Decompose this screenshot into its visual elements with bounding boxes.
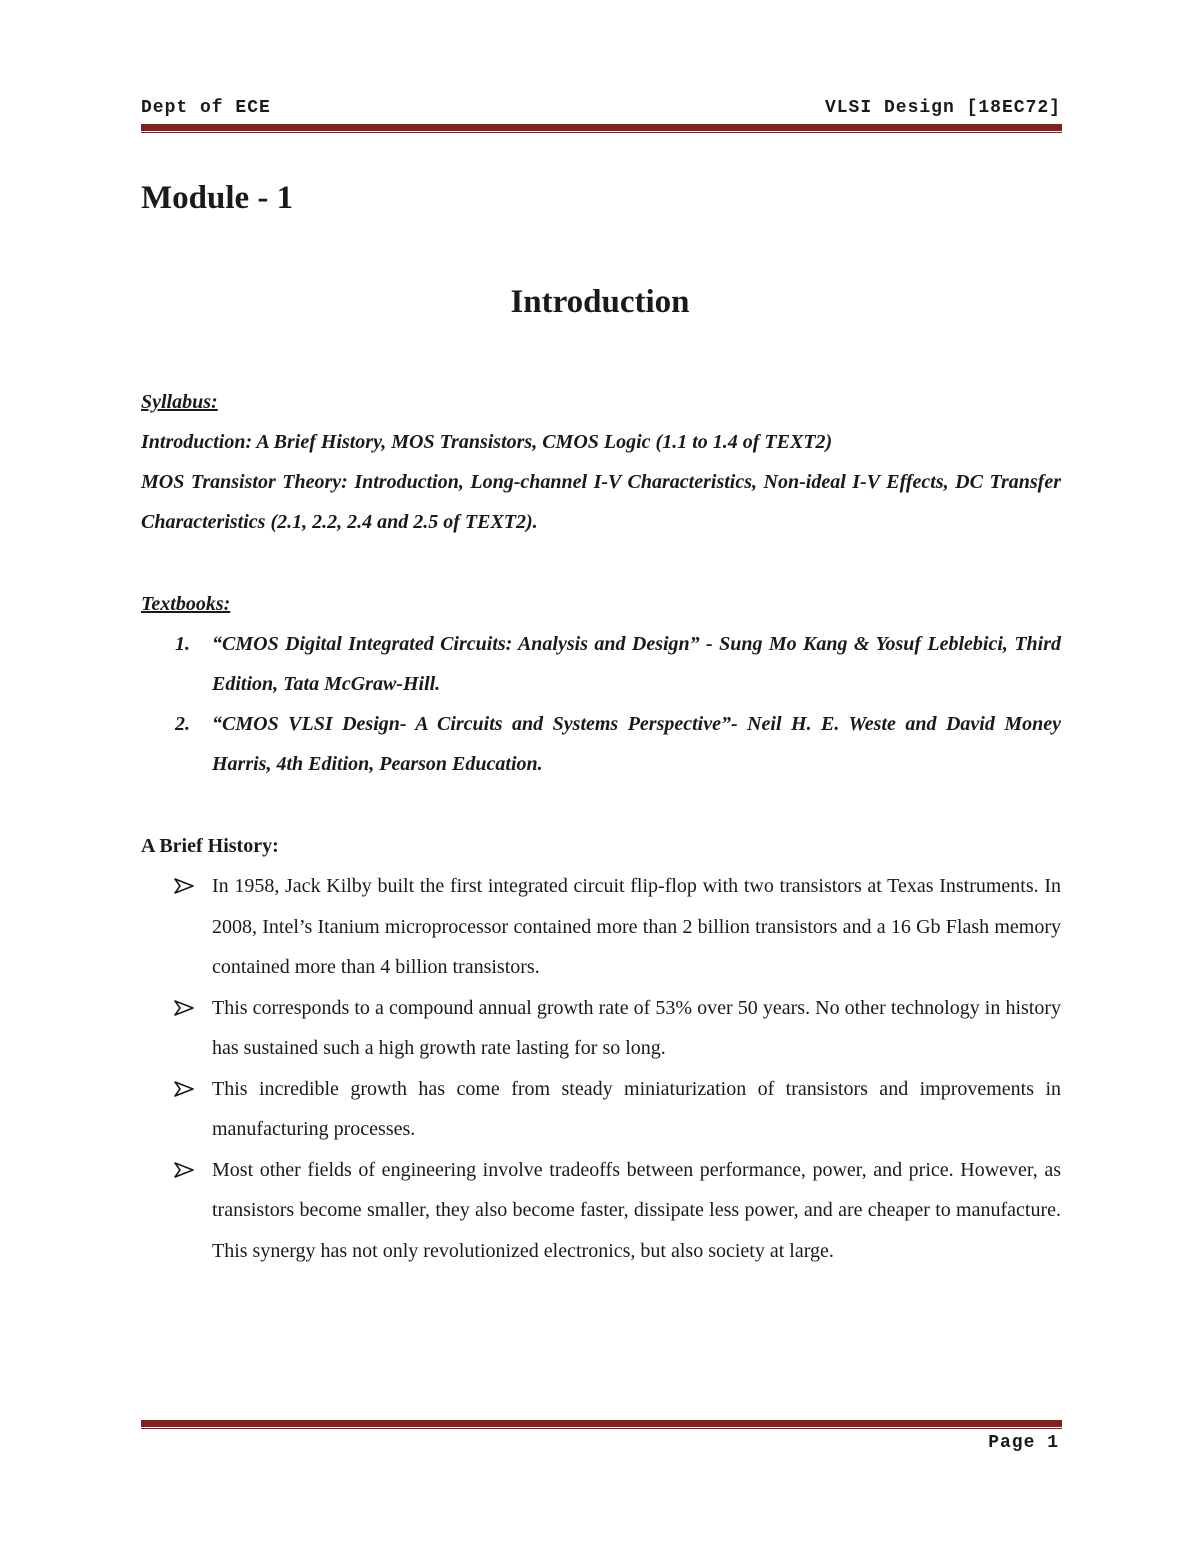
- history-heading: A Brief History:: [141, 835, 279, 857]
- page-number: Page 1: [988, 1433, 1059, 1453]
- syllabus-line: MOS Transistor Theory: Introduction, Long-channel I-V Characteristics, Non-ideal I-V Effects, DC Transfer Characteristics (2.1, 2.2, 2.4 and 2.5 of TEXT2).: [141, 471, 1061, 533]
- textbook-item: [141, 704, 1061, 784]
- syllabus-line: Introduction: A Brief History, MOS Transistors, CMOS Logic (1.1 to 1.4 of TEXT2): [141, 431, 833, 453]
- textbook-text: “CMOS VLSI Design- A Circuits and Systems Perspective”- Neil H. E. Weste and David Money Harris, 4th Edition, Pearson Education.: [212, 713, 1061, 775]
- footer-rule: [141, 1420, 1062, 1427]
- history-list: [141, 866, 1061, 1271]
- header-department: Dept of ECE: [141, 98, 271, 118]
- history-item: [141, 866, 1061, 988]
- arrowhead-bullet-icon: [174, 1162, 194, 1178]
- module-title: Module - 1: [141, 180, 294, 216]
- textbook-item: [141, 624, 1061, 704]
- header-course: VLSI Design [18EC72]: [824, 98, 1061, 118]
- arrowhead-bullet-icon: [174, 1000, 194, 1016]
- syllabus-label: Syllabus:: [141, 391, 218, 413]
- history-item: [141, 1069, 1061, 1150]
- textbook-number: 2.: [175, 713, 190, 735]
- history-item: [141, 1150, 1061, 1272]
- page-header: [141, 98, 1061, 124]
- section-title: Introduction: [510, 284, 690, 320]
- arrowhead-bullet-icon: [174, 878, 194, 894]
- textbook-text: “CMOS Digital Integrated Circuits: Analysis and Design” - Sung Mo Kang & Yosuf Leblebici, Third Edition, Tata McGraw-Hill.: [212, 633, 1061, 695]
- textbook-number: 1.: [175, 633, 190, 655]
- history-item: [141, 988, 1061, 1069]
- arrowhead-bullet-icon: [174, 1081, 194, 1097]
- textbooks-list: [141, 624, 1061, 784]
- history-section: [141, 826, 1061, 1271]
- history-text: In 1958, Jack Kilby built the first integrated circuit flip-flop with two transistors at Texas Instruments. In 2008, Intel’s Itanium microprocessor contained more than 2 billion transistors and a 16 Gb Flash memory contained more than 4 billion transistors.: [212, 875, 1061, 978]
- history-text: Most other fields of engineering involve tradeoffs between performance, power, and price. However, as transistors become smaller, they also become faster, dissipate less power, and are cheaper to manufacture. This synergy has not only revolutionized electronics, but also society at large.: [212, 1158, 1061, 1262]
- header-rule: [141, 124, 1062, 131]
- textbooks-label: Textbooks:: [141, 593, 231, 615]
- history-text: This incredible growth has come from steady miniaturization of transistors and improvements in manufacturing processes.: [212, 1077, 1061, 1140]
- history-text: This corresponds to a compound annual growth rate of 53% over 50 years. No other technology in history has sustained such a high growth rate lasting for so long.: [212, 996, 1061, 1059]
- textbooks-section: [141, 584, 1061, 784]
- syllabus-section: [141, 382, 1061, 542]
